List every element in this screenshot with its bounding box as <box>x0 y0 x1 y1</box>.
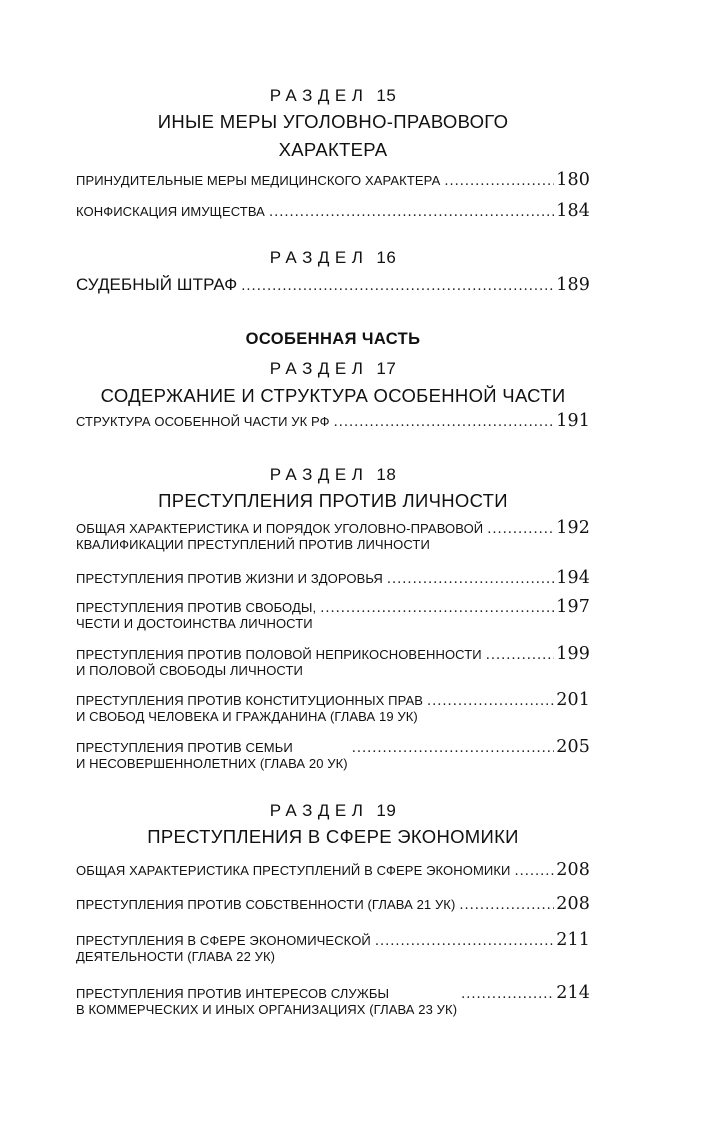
section-16-label: РАЗДЕЛ 16 <box>269 248 397 267</box>
page-number: 208 <box>556 894 590 914</box>
toc-entry[interactable]: ПРЕСТУПЛЕНИЯ ПРОТИВ ПОЛОВОЙ НЕПРИКОСНОВЕННОСТИ И ПОЛОВОЙ СВОБОДЫ ЛИЧНОСТИ ..... 199 <box>76 646 590 679</box>
page-number: 197 <box>556 597 590 617</box>
page-number: 201 <box>556 690 590 710</box>
page-number: 192 <box>556 518 590 538</box>
page-number: 189 <box>556 275 590 295</box>
toc-entry[interactable]: ПРЕСТУПЛЕНИЯ ПРОТИВ СЕМЬИ И НЕСОВЕРШЕННОЛЕТНИХ (ГЛАВА 20 УК) ..... 205 <box>76 739 590 772</box>
toc-entry[interactable]: ОБЩАЯ ХАРАКТЕРИСТИКА И ПОРЯДОК УГОЛОВНО-ПРАВОВОЙ КВАЛИФИКАЦИИ ПРЕСТУПЛЕНИЙ ПРОТИВ ЛИЧНОСТИ ..... 192 <box>76 520 590 553</box>
toc-entry[interactable]: КОНФИСКАЦИЯ ИМУЩЕСТВА ..... 184 <box>76 203 590 221</box>
section-18-label: РАЗДЕЛ 18 <box>269 465 397 484</box>
page-number: 199 <box>556 644 590 664</box>
page-number: 211 <box>556 930 590 950</box>
toc-entry[interactable]: СТРУКТУРА ОСОБЕННОЙ ЧАСТИ УК РФ ..... 191 <box>76 413 590 431</box>
section-17-title: СОДЕРЖАНИЕ И СТРУКТУРА ОСОБЕННОЙ ЧАСТИ <box>100 385 566 406</box>
page-number: 208 <box>556 860 590 880</box>
toc-entry[interactable]: ПРЕСТУПЛЕНИЯ ПРОТИВ ИНТЕРЕСОВ СЛУЖБЫ В КОММЕРЧЕСКИХ И ИНЫХ ОРГАНИЗАЦИЯХ (ГЛАВА 23 УК) ..... 214 <box>76 985 590 1018</box>
section-19-label: РАЗДЕЛ 19 <box>269 801 397 820</box>
toc-entry[interactable]: ПРЕСТУПЛЕНИЯ ПРОТИВ СОБСТВЕННОСТИ (ГЛАВА 21 УК) ..... 208 <box>76 896 590 914</box>
page-number: 180 <box>556 170 590 190</box>
page-number: 191 <box>556 411 590 431</box>
toc-entry[interactable]: ПРЕСТУПЛЕНИЯ ПРОТИВ КОНСТИТУЦИОННЫХ ПРАВ И СВОБОД ЧЕЛОВЕКА И ГРАЖДАНИНА (ГЛАВА 19 УК) ..... 201 <box>76 692 590 725</box>
section-18-title: ПРЕСТУПЛЕНИЯ ПРОТИВ ЛИЧНОСТИ <box>158 490 508 511</box>
section-15-label: РАЗДЕЛ 15 <box>269 86 397 105</box>
part-title: ОСОБЕННАЯ ЧАСТЬ <box>245 330 421 348</box>
page-number: 214 <box>556 983 590 1003</box>
toc-entry[interactable]: ПРИНУДИТЕЛЬНЫЕ МЕРЫ МЕДИЦИНСКОГО ХАРАКТЕРА ..... 180 <box>76 172 590 190</box>
toc-entry[interactable]: ПРЕСТУПЛЕНИЯ В СФЕРЕ ЭКОНОМИЧЕСКОЙ ДЕЯТЕЛЬНОСТИ (ГЛАВА 22 УК) ..... 211 <box>76 932 590 965</box>
toc-entry[interactable]: ПРЕСТУПЛЕНИЯ ПРОТИВ ЖИЗНИ И ЗДОРОВЬЯ ..... 194 <box>76 570 590 588</box>
page-number: 194 <box>556 568 590 588</box>
section-17-label: РАЗДЕЛ 17 <box>269 359 397 378</box>
toc-entry[interactable]: СУДЕБНЫЙ ШТРАФ ..... 189 <box>76 275 590 297</box>
section-15-title: ИНЫЕ МЕРЫ УГОЛОВНО-ПРАВОВОГО ХАРАКТЕРА <box>157 111 509 160</box>
toc-entry[interactable]: ОБЩАЯ ХАРАКТЕРИСТИКА ПРЕСТУПЛЕНИЙ В СФЕРЕ ЭКОНОМИКИ ..... 208 <box>76 862 590 880</box>
toc-entry[interactable]: ПРЕСТУПЛЕНИЯ ПРОТИВ СВОБОДЫ, ЧЕСТИ И ДОСТОИНСТВА ЛИЧНОСТИ ..... 197 <box>76 599 590 632</box>
section-19-title: ПРЕСТУПЛЕНИЯ В СФЕРЕ ЭКОНОМИКИ <box>147 826 519 847</box>
page-number: 184 <box>556 201 590 221</box>
page-number: 205 <box>556 737 590 757</box>
